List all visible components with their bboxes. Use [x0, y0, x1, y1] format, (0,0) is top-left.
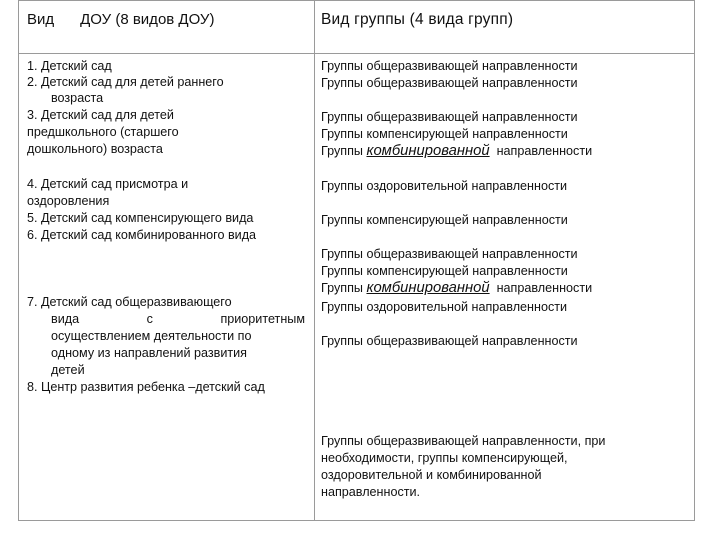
group-line: Группы оздоровительной направленности [321, 300, 568, 314]
dou-line: предшкольного (старшего [27, 125, 179, 139]
header-cell-group [315, 1, 695, 54]
group-line: необходимости, группы компенсирующей, [321, 451, 568, 465]
header-cell-dou [19, 1, 315, 54]
group-line: Группы общеразвивающей направленности [321, 76, 578, 90]
group-line: Группы общеразвивающей направленности [321, 334, 578, 348]
group-word: Группы [321, 281, 363, 295]
dou-types-cell [19, 54, 315, 521]
group-types-cell [315, 54, 695, 521]
dou-word: вида [51, 312, 80, 326]
table-header-row [19, 1, 695, 54]
dou-line: дошкольного) возраста [27, 142, 163, 156]
group-line: оздоровительной и комбинированной [321, 468, 542, 482]
group-word-highlight: комбинированной [366, 143, 490, 159]
header-col1-label-a: Вид [27, 11, 55, 28]
dou-line: 7. Детский сад общеразвивающего [27, 295, 232, 309]
dou-line: осуществлением деятельности по [51, 329, 252, 343]
dou-line: 1. Детский сад [27, 59, 112, 73]
dou-line: 6. Детский сад комбинированного вида [27, 228, 257, 242]
group-line-combined [321, 280, 592, 296]
group-line: Группы компенсирующей направленности [321, 213, 568, 227]
group-word-highlight: комбинированной [366, 280, 490, 296]
group-line: Группы оздоровительной направленности [321, 179, 568, 193]
dou-line: возраста [51, 91, 104, 105]
dou-line: одному из направлений развития [51, 346, 247, 360]
dou-word: приоритетным [220, 312, 305, 326]
header-col2-label: Вид группы (4 вида групп) [321, 11, 514, 28]
group-line: Группы общеразвивающей направленности [321, 59, 578, 73]
group-line-combined [321, 143, 592, 159]
dou-line-justified [51, 311, 305, 327]
group-word: направленности [496, 144, 593, 158]
group-line: Группы общеразвивающей направленности [321, 247, 578, 261]
table-body-row [19, 54, 695, 521]
dou-line: детей [51, 363, 85, 377]
dou-line: 4. Детский сад присмотра и [27, 177, 189, 191]
dou-word: с [146, 312, 153, 326]
header-col1-label-b: ДОУ (8 видов ДОУ) [80, 11, 215, 28]
group-word: направленности [496, 281, 593, 295]
group-line: Группы общеразвивающей направленности, при [321, 434, 606, 448]
group-line: Группы компенсирующей направленности [321, 127, 568, 141]
group-word: Группы [321, 144, 363, 158]
group-line: Группы компенсирующей направленности [321, 264, 568, 278]
dou-line: 2. Детский сад для детей раннего [27, 75, 224, 89]
group-line: Группы общеразвивающей направленности [321, 110, 578, 124]
dou-line: 8. Центр развития ребенка –детский сад [27, 380, 265, 394]
dou-line: 3. Детский сад для детей [27, 108, 174, 122]
dou-line: оздоровления [27, 194, 110, 208]
dou-line: 5. Детский сад компенсирующего вида [27, 211, 254, 225]
dou-types-table [18, 0, 695, 521]
group-line: направленности. [321, 485, 421, 499]
